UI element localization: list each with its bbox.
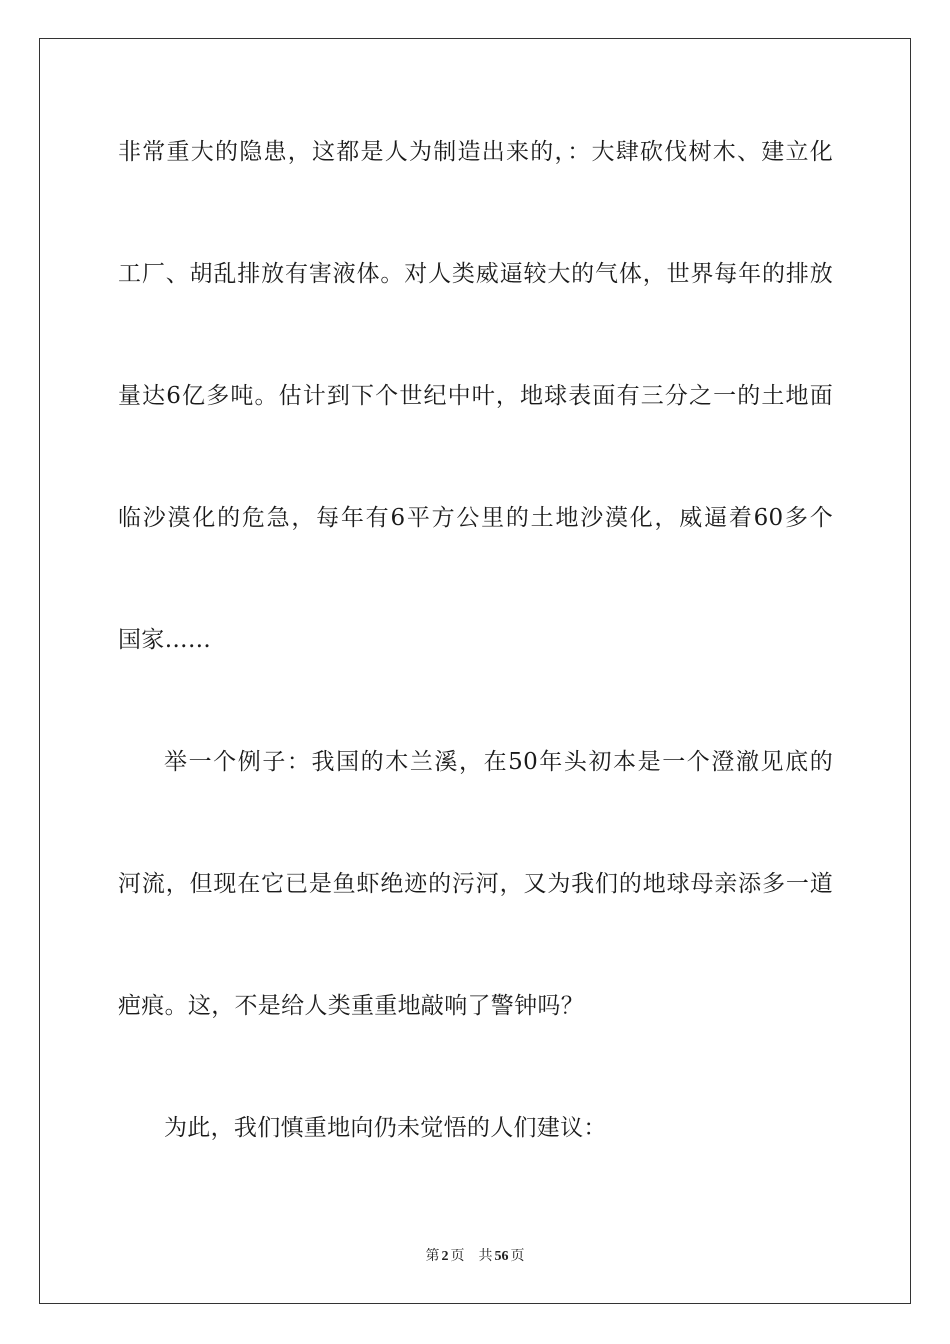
body-text-line: 临沙漠化的危急，每年有6平方公里的土地沙漠化，威逼着60多个 xyxy=(118,505,833,531)
page-suffix: 页 xyxy=(450,1248,465,1264)
body-text-line: 非常重大的隐患，这都是人为制造出来的，：大肆砍伐树木、建立化 xyxy=(118,139,833,165)
paragraph-first-line: 举一个例子：我国的木兰溪，在50年头初本是一个澄澈见底的 xyxy=(164,749,833,775)
body-text-line: 工厂、胡乱排放有害液体。对人类威逼较大的气体，世界每年的排放 xyxy=(118,261,833,287)
total-prefix: 共 xyxy=(478,1248,493,1264)
total-pages: 56 xyxy=(494,1249,509,1264)
page-footer xyxy=(0,1246,950,1267)
body-text-line: 河流，但现在它已是鱼虾绝迹的污河，又为我们的地球母亲添多一道 xyxy=(118,871,833,897)
total-suffix: 页 xyxy=(510,1248,525,1264)
body-text-line: 量达6亿多吨。估计到下个世纪中叶，地球表面有三分之一的土地面 xyxy=(118,383,833,409)
body-text-line: 疤痕。这，不是给人类重重地敲响了警钟吗？ xyxy=(118,993,584,1019)
body-text-line: 国家…… xyxy=(118,627,212,653)
page-prefix: 第 xyxy=(425,1248,440,1264)
page-number: 2 xyxy=(441,1249,449,1264)
paragraph-first-line: 为此，我们慎重地向仍未觉悟的人们建议： xyxy=(164,1115,607,1141)
